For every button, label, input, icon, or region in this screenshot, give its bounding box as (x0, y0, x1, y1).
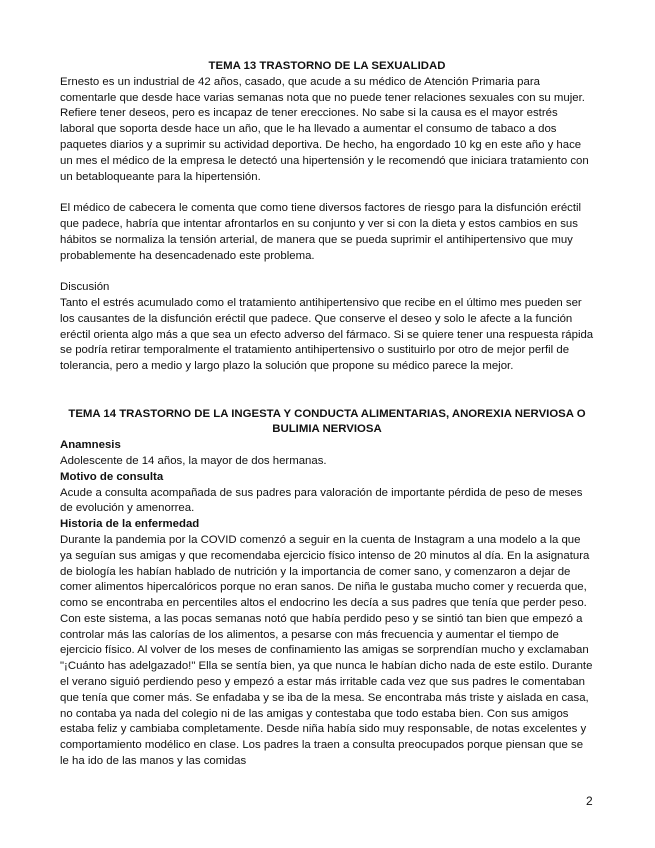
tema14-title: TEMA 14 TRASTORNO DE LA INGESTA Y CONDUCTA ALIMENTARIAS, ANOREXIA NERVIOSA O BULIMIA NERVIOSA (68, 407, 586, 436)
spacer (60, 185, 594, 201)
motivo-text: Acude a consulta acompañada de sus padres para valoración de importante pérdida de peso de meses de evolución y amenorrea. (60, 486, 583, 515)
anamnesis-heading: Anamnesis (60, 439, 121, 452)
tema13-discussion-text: Tanto el estrés acumulado como el tratamiento antihipertensivo que recibe en el último mes pueden ser los causantes de la disfunción eréctil que padece. Que conserve el deseo y solo le afecte a la función eréctil orienta algo más a que sea un efecto adverso del fármaco. Si se quiere tener una respuesta rápida se podría retirar temporalmente el tratamiento antihipertensivo o sustituirlo por otro de mejor perfil de tolerancia, pero a medio y largo plazo la solución que propone su médico parece la mejor. (60, 296, 594, 373)
spacer (60, 264, 594, 280)
motivo-heading: Motivo de consulta (60, 470, 164, 483)
historia-text: Durante la pandemia por la COVID comenzó a seguir en la cuenta de Instagram a una modelo a la que ya seguían sus amigas y que recomendaba ejercicio físico intenso de 20 minutos al día. En la asignatura de biología les habían hablado de nutrición y la importancia de comer sano, y comenzaron a dejar de comer alimentos hipercalóricos porque no eran sanos. De niña le gustaba mucho comer y recuerda que, como se encontraba en percentiles altos el endocrino les decía a sus padres que tenía que perder peso. Con este sistema, a las pocas semanas notó que había perdido peso y se sintió tan bien que empezó a controlar más las calorías de los alimentos, a pesarse con más frecuencia y aumentar el tiempo de ejercicio físico. Al volver de los meses de confinamiento las amigas se sorprendían mucho y exclamaban "¡Cuánto has adelgazado!" Ella se sentía bien, ya que nunca le habían dicho nada de este estilo. Durante el verano siguió perdiendo peso y empezó a estar más irritable cada vez que sus padres le comentaban que tenía que comer más. Se enfadaba y se iba de la mesa. Se encontraba más triste y aislada en casa, no contaba ya nada del colegio ni de las amigas y contestaba que todo estaba bien. Con sus amigos estaba feliz y cambiaba completamente. Desde niña había sido muy responsable, de notas excelentes y comportamiento modélico en clase. Los padres la traen a consulta preocupados porque piensan que se le ha ido de las manos y las comidas (60, 533, 593, 768)
spacer (60, 375, 594, 407)
tema13-discussion-label: Discusión (60, 281, 110, 294)
page-number: 2 (586, 794, 593, 808)
page-content (60, 59, 594, 770)
anamnesis-text: Adolescente de 14 años, la mayor de dos hermanas. (60, 454, 327, 467)
historia-heading: Historia de la enfermedad (60, 518, 200, 531)
tema13-title: TEMA 13 TRASTORNO DE LA SEXUALIDAD (208, 60, 446, 72)
tema13-case-paragraph: Ernesto es un industrial de 42 años, casado, que acude a su médico de Atención Primaria para comentarle que desde hace varias semanas nota que no puede tener relaciones sexuales con su mujer. Refiere tener deseos, pero es incapaz de tener erecciones. No sabe si la causa es el mayor estrés laboral que soporta desde hace un año, que le ha llevado a aumentar el consumo de tabaco a dos paquetes diarios y a suprimir su actividad deportiva. De hecho, ha engordado 10 kg en este año y hace un mes el médico de la empresa le detectó una hipertensión y le recomendó que iniciara tratamiento con un betabloqueante para la hipertensión. (60, 75, 589, 183)
tema13-doctor-paragraph: El médico de cabecera le comenta que como tiene diversos factores de riesgo para la disfunción eréctil que padece, habría que intentar afrontarlos en su conjunto y ver si con la dieta y estos cambios en sus hábitos se normaliza la tensión arterial, de manera que se pueda suprimir el antihipertensivo que muy probablemente ha desencadenado este problema. (60, 202, 582, 262)
